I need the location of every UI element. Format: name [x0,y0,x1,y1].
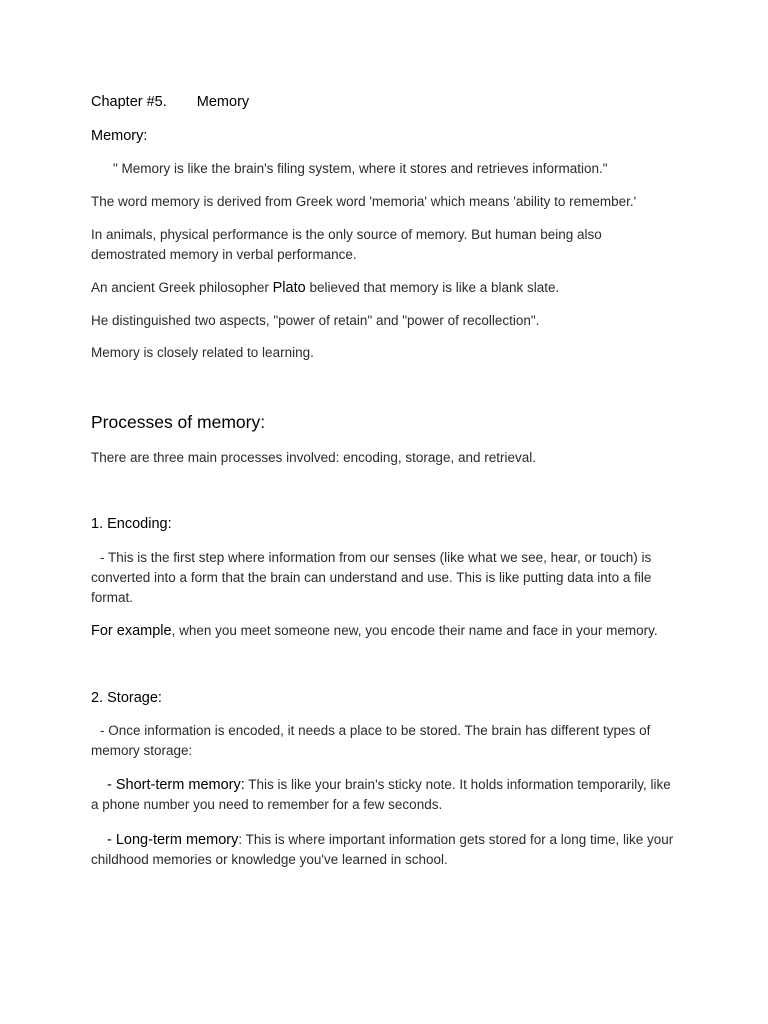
chapter-heading [91,92,681,112]
example-text: , when you meet someone new, you encode their name and face in your memory. [171,623,658,638]
memory-heading: Memory: [91,128,148,144]
long-term-memory-item [91,830,681,870]
intro-paragraph-4: He distinguished two aspects, "power of retain" and "power of recollection". [91,313,540,328]
long-term-label: - Long-term memory [107,832,239,848]
example-label: For example [91,623,172,639]
plato-name: Plato [272,280,306,296]
memory-quote: " Memory is like the brain's filing system, where it stores and retrieves information." [113,161,608,176]
intro-paragraph-1: The word memory is derived from Greek word 'memoria' which means 'ability to remember.' [91,194,637,209]
short-term-text: This is like your brain's sticky note. It holds information temporarily, like a phone number you need to remember for a few seconds. [91,777,671,812]
short-term-memory-item [91,775,681,815]
intro-paragraph-3 [91,278,681,298]
processes-heading: Processes of memory: [91,412,266,432]
plato-sentence-start: An ancient Greek philosopher [91,280,273,295]
encoding-heading: 1. Encoding: [91,516,172,532]
storage-description: - Once information is encoded, it needs a place to be stored. The brain has different types of memory storage: [91,723,651,758]
encoding-description: - This is the first step where information from our senses (like what we see, hear, or touch) is converted into a form that the brain can understand and use. This is like putting data into a file format. [91,550,652,605]
intro-paragraph-5: Memory is closely related to learning. [91,345,314,360]
plato-sentence-end: believed that memory is like a blank slate. [305,280,560,295]
short-term-label: - Short-term memory: [107,777,245,793]
processes-intro: There are three main processes involved: encoding, storage, and retrieval. [91,450,536,465]
chapter-number: Chapter #5. [91,94,167,110]
encoding-example [91,621,681,641]
intro-paragraph-2: In animals, physical performance is the only source of memory. But human being also demostrated memory in verbal performance. [91,227,602,262]
chapter-title: Memory [196,94,250,110]
storage-heading: 2. Storage: [91,690,162,706]
long-term-text: : This is where important information gets stored for a long time, like your childhood memories or knowledge you've learned in school. [91,832,674,867]
